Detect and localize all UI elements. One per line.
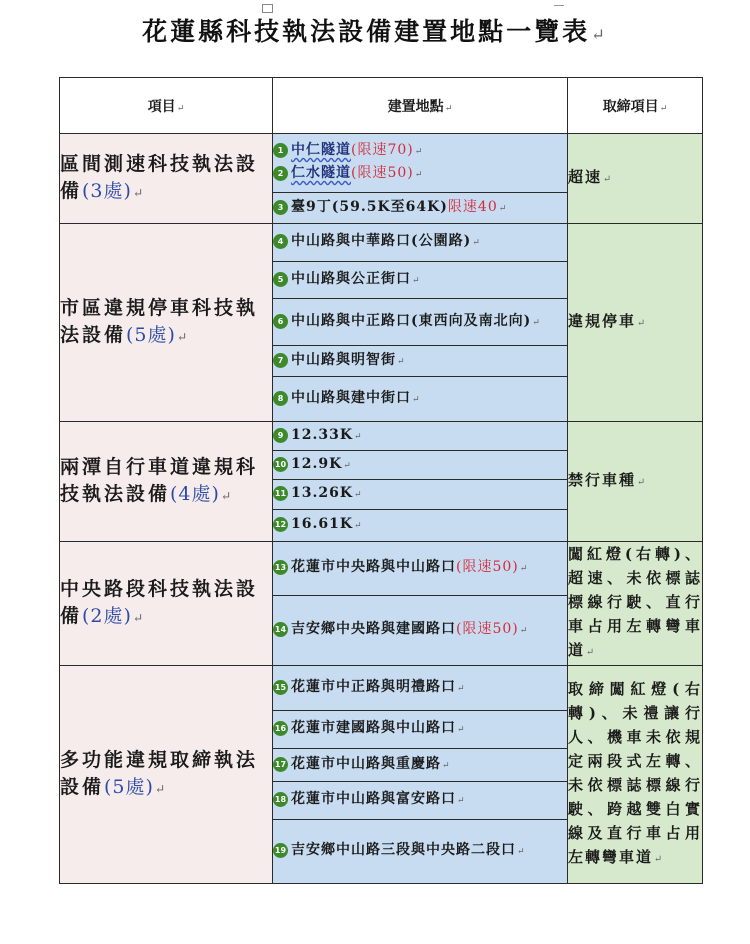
return-mark-icon: ↵	[659, 103, 668, 114]
header-row	[60, 78, 703, 134]
location-cell	[273, 782, 568, 820]
violation-text: 闖紅燈(右轉)、超速、未依標誌標線行駛、直行車占用左轉彎車道	[568, 545, 702, 659]
return-mark-icon: ↵	[498, 203, 508, 214]
return-mark-icon: ↵	[412, 275, 421, 286]
document-title	[0, 12, 750, 48]
return-mark-icon: ↵	[457, 796, 466, 806]
header-category: 項目↵	[60, 78, 273, 134]
location-name: 花蓮市中央路與中山路口	[291, 559, 456, 576]
location-name: 花蓮市中山路與富安路口	[291, 791, 456, 807]
category-cell	[60, 134, 273, 224]
return-mark-icon: ↵	[354, 521, 363, 531]
category-cell	[60, 224, 273, 422]
category-cell	[60, 666, 273, 884]
return-mark-icon: ↵	[654, 854, 665, 865]
location-name: 花蓮市中山路與重慶路	[291, 755, 441, 772]
violation-text: 禁行車種	[568, 471, 637, 489]
return-mark-icon: ↵	[132, 185, 147, 200]
violation-cell	[568, 224, 703, 422]
number-badge-icon: 5	[273, 272, 288, 287]
location-cell	[273, 666, 568, 711]
number-badge-icon: 19	[273, 843, 288, 858]
violation-text: 超速	[568, 168, 603, 186]
location-name: 13.26K	[291, 485, 354, 501]
number-badge-icon: 1	[273, 143, 288, 158]
location-cell	[273, 510, 568, 542]
return-mark-icon: ↵	[472, 238, 481, 248]
location-name: 16.61K	[291, 516, 354, 532]
number-badge-icon: 13	[273, 560, 288, 575]
location-name: 中山路與公正街口	[291, 270, 411, 287]
return-mark-icon: ↵	[637, 318, 648, 329]
location-cell	[273, 480, 568, 510]
violation-text: 違規停車	[568, 312, 637, 330]
location-name: 吉安鄉中山路三段與中央路二段口	[291, 842, 516, 858]
return-mark-icon: ↵	[637, 477, 648, 488]
return-mark-icon: ↵	[586, 647, 597, 658]
violation-text: 取締闖紅燈(右轉)、未禮讓行人、機車未依規定兩段式左轉、未依標誌標線行駛、跨越雙白實線及直行車占用左轉彎車道	[568, 680, 702, 866]
location-cell	[273, 163, 568, 193]
location-cell	[273, 422, 568, 451]
return-mark-icon: ↵	[154, 781, 169, 796]
return-mark-icon: ↵	[457, 725, 466, 735]
number-badge-icon: 15	[273, 680, 288, 695]
location-cell	[273, 299, 568, 346]
return-mark-icon: ↵	[414, 147, 424, 157]
return-mark-icon: ↵	[444, 103, 453, 114]
category-name: 多功能違規取締執法設備	[60, 748, 259, 798]
violation-cell	[568, 134, 703, 224]
title-text: 花蓮縣科技執法設備建置地點一覽表	[142, 17, 591, 46]
return-mark-icon: ↵	[517, 847, 526, 857]
location-name: 臺9丁(59.5K至64K)	[291, 198, 448, 215]
location-name: 中山路與中正路口(東西向及南北向)	[291, 312, 532, 329]
location-name: 12.33K	[291, 426, 354, 443]
return-mark-icon: ↵	[519, 626, 529, 637]
table-row	[60, 422, 703, 451]
number-badge-icon: 12	[273, 517, 288, 532]
number-badge-icon: 16	[273, 721, 288, 736]
enforcement-locations-table	[59, 77, 703, 884]
return-mark-icon: ↵	[442, 760, 451, 771]
number-badge-icon: 14	[273, 622, 288, 637]
number-badge-icon: 6	[273, 314, 288, 329]
return-mark-icon: ↵	[176, 103, 185, 114]
location-cell	[273, 193, 568, 224]
location-count: (4處)	[170, 482, 220, 505]
location-cell	[273, 596, 568, 666]
return-mark-icon: ↵	[414, 170, 424, 180]
table-row	[60, 134, 703, 164]
speed-limit: (限速50)	[456, 559, 519, 576]
violation-cell	[568, 666, 703, 884]
return-mark-icon: ↵	[603, 174, 614, 185]
layout-marker-dash	[554, 5, 564, 6]
location-cell	[273, 820, 568, 884]
speed-limit: 限速40	[447, 198, 498, 215]
category-name: 兩潭自行車道違規科技執法設備	[60, 455, 259, 505]
location-count: (5處)	[126, 323, 176, 346]
location-cell	[273, 711, 568, 749]
location-cell	[273, 134, 568, 164]
number-badge-icon: 7	[273, 353, 288, 368]
category-cell	[60, 542, 273, 666]
return-mark-icon: ↵	[176, 329, 191, 344]
header-location: 建置地點↵	[273, 78, 568, 134]
location-cell	[273, 346, 568, 377]
return-mark-icon: ↵	[397, 356, 406, 367]
number-badge-icon: 2	[273, 166, 288, 181]
location-count: (3處)	[82, 179, 132, 202]
location-name: 中山路與明智街	[291, 351, 396, 368]
return-mark-icon: ↵	[591, 25, 608, 44]
return-mark-icon: ↵	[354, 431, 363, 442]
number-badge-icon: 8	[273, 391, 288, 406]
category-cell	[60, 422, 273, 542]
table-row	[60, 666, 703, 711]
number-badge-icon: 4	[273, 234, 288, 249]
speed-limit: (限速50)	[456, 621, 519, 638]
category-name: 市區違規停車科技執法設備	[60, 296, 259, 346]
return-mark-icon: ↵	[457, 683, 466, 694]
table-row	[60, 224, 703, 262]
number-badge-icon: 18	[273, 792, 288, 807]
number-badge-icon: 9	[273, 428, 288, 443]
location-cell	[273, 377, 568, 422]
location-cell	[273, 262, 568, 299]
number-badge-icon: 11	[273, 486, 288, 501]
location-name: 中仁隧道	[291, 142, 351, 158]
number-badge-icon: 3	[273, 200, 288, 215]
return-mark-icon: ↵	[354, 490, 363, 500]
location-name: 仁水隧道	[291, 165, 351, 181]
location-name: 中山路與中華路口(公園路)	[291, 233, 472, 249]
number-badge-icon: 17	[273, 757, 288, 772]
location-name: 12.9K	[291, 455, 343, 472]
location-name: 花蓮市中正路與明禮路口	[291, 678, 456, 695]
location-name: 花蓮市建國路與中山路口	[291, 720, 456, 736]
location-count: (2處)	[82, 604, 132, 627]
location-name: 吉安鄉中央路與建國路口	[291, 621, 456, 638]
return-mark-icon: ↵	[343, 460, 352, 471]
violation-cell	[568, 542, 703, 666]
location-name: 中山路與建中街口	[291, 389, 411, 406]
location-cell	[273, 451, 568, 480]
return-mark-icon: ↵	[412, 394, 421, 405]
location-cell	[273, 749, 568, 782]
table-row	[60, 542, 703, 596]
category-name: 中央路段科技執法設備	[60, 577, 259, 627]
location-count: (5處)	[104, 775, 154, 798]
violation-cell	[568, 422, 703, 542]
location-cell	[273, 224, 568, 262]
number-badge-icon: 10	[273, 457, 288, 472]
return-mark-icon: ↵	[132, 610, 147, 625]
header-violation: 取締項目↵	[568, 78, 703, 134]
speed-limit: (限速50)	[351, 165, 414, 181]
location-cell	[273, 542, 568, 596]
category-name: 區間測速科技執法設備	[60, 152, 259, 202]
return-mark-icon: ↵	[220, 488, 235, 503]
speed-limit: (限速70)	[351, 142, 414, 158]
return-mark-icon: ↵	[519, 564, 529, 575]
return-mark-icon: ↵	[532, 317, 541, 328]
